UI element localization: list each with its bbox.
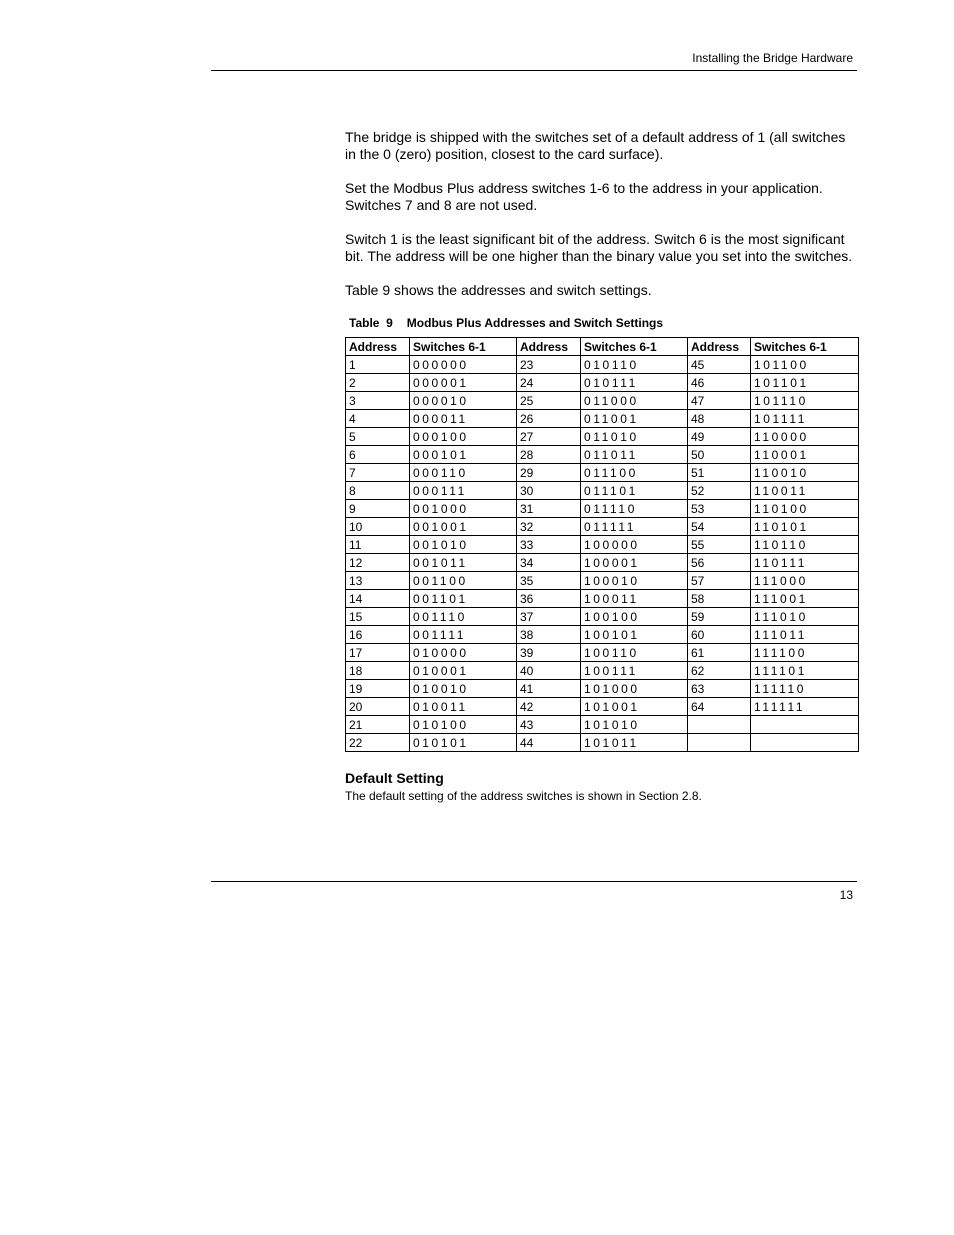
switch-setting-cell: 101010 xyxy=(581,716,688,734)
address-cell: 54 xyxy=(688,518,751,536)
table-caption xyxy=(349,316,860,330)
table-body xyxy=(346,356,859,752)
address-cell: 37 xyxy=(517,608,581,626)
column-header-switches: Switches 6‑1 xyxy=(751,338,859,356)
main-content xyxy=(345,129,860,803)
table-row xyxy=(346,608,859,626)
address-cell: 32 xyxy=(517,518,581,536)
switch-setting-cell: 010110 xyxy=(581,356,688,374)
column-header-address: Address xyxy=(688,338,751,356)
address-cell: 1 xyxy=(346,356,410,374)
address-cell: 34 xyxy=(517,554,581,572)
switch-setting-cell xyxy=(751,734,859,752)
switch-setting-cell: 111000 xyxy=(751,572,859,590)
address-cell: 13 xyxy=(346,572,410,590)
switch-setting-cell: 110011 xyxy=(751,482,859,500)
switch-setting-cell: 000101 xyxy=(410,446,517,464)
address-cell: 45 xyxy=(688,356,751,374)
switch-setting-cell: 101111 xyxy=(751,410,859,428)
address-cell: 56 xyxy=(688,554,751,572)
address-cell: 21 xyxy=(346,716,410,734)
address-cell: 51 xyxy=(688,464,751,482)
table-row xyxy=(346,644,859,662)
address-cell xyxy=(688,734,751,752)
switch-setting-cell: 111100 xyxy=(751,644,859,662)
address-cell: 41 xyxy=(517,680,581,698)
address-cell: 59 xyxy=(688,608,751,626)
header-rule xyxy=(211,70,857,71)
address-cell: 24 xyxy=(517,374,581,392)
address-cell: 17 xyxy=(346,644,410,662)
address-cell: 23 xyxy=(517,356,581,374)
switch-setting-cell: 000110 xyxy=(410,464,517,482)
switch-setting-cell: 010101 xyxy=(410,734,517,752)
address-cell: 60 xyxy=(688,626,751,644)
switch-setting-cell: 000011 xyxy=(410,410,517,428)
column-header-address: Address xyxy=(346,338,410,356)
switch-setting-cell: 001000 xyxy=(410,500,517,518)
address-switch-table xyxy=(345,337,859,752)
paragraph-default-address: The bridge is shipped with the switches set of a default address of 1 (all switches in the 0 (zero) position, closest to the card surface). xyxy=(345,129,846,162)
address-cell: 12 xyxy=(346,554,410,572)
switch-setting-cell: 101101 xyxy=(751,374,859,392)
address-cell: 8 xyxy=(346,482,410,500)
address-cell: 11 xyxy=(346,536,410,554)
column-header-switches: Switches 6‑1 xyxy=(581,338,688,356)
address-cell: 26 xyxy=(517,410,581,428)
switch-setting-cell: 000010 xyxy=(410,392,517,410)
address-cell: 35 xyxy=(517,572,581,590)
switch-setting-cell: 111110 xyxy=(751,680,859,698)
address-cell: 7 xyxy=(346,464,410,482)
switch-setting-cell: 111011 xyxy=(751,626,859,644)
table-row xyxy=(346,410,859,428)
switch-setting-cell: 011101 xyxy=(581,482,688,500)
address-cell: 25 xyxy=(517,392,581,410)
switch-setting-cell: 110010 xyxy=(751,464,859,482)
table-row xyxy=(346,734,859,752)
table-row xyxy=(346,572,859,590)
address-cell: 57 xyxy=(688,572,751,590)
switch-setting-cell: 111111 xyxy=(751,698,859,716)
address-cell: 63 xyxy=(688,680,751,698)
table-row xyxy=(346,392,859,410)
column-header-address: Address xyxy=(517,338,581,356)
section-heading-default-setting: Default Setting xyxy=(345,770,444,786)
switch-setting-cell: 011110 xyxy=(581,500,688,518)
switch-setting-cell: 011000 xyxy=(581,392,688,410)
address-cell: 9 xyxy=(346,500,410,518)
switch-setting-cell: 100110 xyxy=(581,644,688,662)
switch-setting-cell: 100011 xyxy=(581,590,688,608)
address-cell: 31 xyxy=(517,500,581,518)
address-cell: 48 xyxy=(688,410,751,428)
address-cell: 62 xyxy=(688,662,751,680)
switch-setting-cell: 110101 xyxy=(751,518,859,536)
paragraph-set-switches: Set the Modbus Plus address switches 1‑6 to the address in your application. Switches 7 and 8 are not used. xyxy=(345,180,823,213)
switch-setting-cell: 011011 xyxy=(581,446,688,464)
switch-setting-cell: 000100 xyxy=(410,428,517,446)
address-cell: 47 xyxy=(688,392,751,410)
address-cell: 53 xyxy=(688,500,751,518)
switch-setting-cell: 011001 xyxy=(581,410,688,428)
address-cell: 55 xyxy=(688,536,751,554)
address-cell: 43 xyxy=(517,716,581,734)
address-cell: 49 xyxy=(688,428,751,446)
switch-setting-cell: 001101 xyxy=(410,590,517,608)
table-header-row xyxy=(346,338,859,356)
address-cell: 50 xyxy=(688,446,751,464)
switch-setting-cell: 001001 xyxy=(410,518,517,536)
address-cell: 44 xyxy=(517,734,581,752)
switch-setting-cell: 010000 xyxy=(410,644,517,662)
address-cell: 20 xyxy=(346,698,410,716)
address-cell: 3 xyxy=(346,392,410,410)
address-cell: 16 xyxy=(346,626,410,644)
address-cell: 4 xyxy=(346,410,410,428)
table-row xyxy=(346,374,859,392)
address-cell: 18 xyxy=(346,662,410,680)
table-row xyxy=(346,716,859,734)
switch-setting-cell: 100010 xyxy=(581,572,688,590)
paragraph-significant-bit: Switch 1 is the least significant bit of the address. Switch 6 is the most significant bit. The address will be one higher than the binary value you set into the switches. xyxy=(345,231,853,264)
table-row xyxy=(346,464,859,482)
switch-setting-cell: 111010 xyxy=(751,608,859,626)
table-row xyxy=(346,698,859,716)
switch-setting-cell: 110100 xyxy=(751,500,859,518)
table-caption-label: Table 9 xyxy=(349,316,393,330)
address-cell: 40 xyxy=(517,662,581,680)
default-setting-text: The default setting of the address switches is shown in Section 2.8. xyxy=(345,789,702,803)
switch-setting-cell: 001011 xyxy=(410,554,517,572)
switch-setting-cell: 101000 xyxy=(581,680,688,698)
table-row xyxy=(346,590,859,608)
address-cell: 22 xyxy=(346,734,410,752)
table-row xyxy=(346,428,859,446)
switch-setting-cell: 100000 xyxy=(581,536,688,554)
switch-setting-cell: 010111 xyxy=(581,374,688,392)
switch-setting-cell: 101110 xyxy=(751,392,859,410)
address-cell: 30 xyxy=(517,482,581,500)
address-cell: 42 xyxy=(517,698,581,716)
address-cell: 36 xyxy=(517,590,581,608)
address-cell xyxy=(688,716,751,734)
switch-setting-cell: 001111 xyxy=(410,626,517,644)
table-row xyxy=(346,446,859,464)
switch-setting-cell: 110110 xyxy=(751,536,859,554)
switch-setting-cell: 000111 xyxy=(410,482,517,500)
address-cell: 52 xyxy=(688,482,751,500)
switch-setting-cell: 000001 xyxy=(410,374,517,392)
switch-setting-cell: 100101 xyxy=(581,626,688,644)
address-cell: 6 xyxy=(346,446,410,464)
table-row xyxy=(346,500,859,518)
switch-setting-cell: 010100 xyxy=(410,716,517,734)
switch-setting-cell: 111101 xyxy=(751,662,859,680)
switch-setting-cell: 111001 xyxy=(751,590,859,608)
switch-setting-cell: 101001 xyxy=(581,698,688,716)
table-row xyxy=(346,554,859,572)
switch-setting-cell: 001100 xyxy=(410,572,517,590)
switch-setting-cell xyxy=(751,716,859,734)
switch-setting-cell: 001010 xyxy=(410,536,517,554)
address-cell: 14 xyxy=(346,590,410,608)
address-cell: 39 xyxy=(517,644,581,662)
table-row xyxy=(346,482,859,500)
switch-setting-cell: 100001 xyxy=(581,554,688,572)
switch-setting-cell: 100111 xyxy=(581,662,688,680)
address-cell: 2 xyxy=(346,374,410,392)
switch-setting-cell: 110000 xyxy=(751,428,859,446)
switch-setting-cell: 100100 xyxy=(581,608,688,626)
address-cell: 29 xyxy=(517,464,581,482)
switch-setting-cell: 001110 xyxy=(410,608,517,626)
switch-setting-cell: 011100 xyxy=(581,464,688,482)
switch-setting-cell: 110001 xyxy=(751,446,859,464)
paragraph-table-reference: Table 9 shows the addresses and switch settings. xyxy=(345,282,652,298)
address-cell: 5 xyxy=(346,428,410,446)
switch-setting-cell: 101100 xyxy=(751,356,859,374)
table-row xyxy=(346,662,859,680)
table-caption-title: Modbus Plus Addresses and Switch Settings xyxy=(406,316,664,330)
switch-setting-cell: 101011 xyxy=(581,734,688,752)
address-cell: 10 xyxy=(346,518,410,536)
address-cell: 15 xyxy=(346,608,410,626)
page-number: 13 xyxy=(839,888,853,902)
table-row xyxy=(346,680,859,698)
table-row xyxy=(346,518,859,536)
switch-setting-cell: 000000 xyxy=(410,356,517,374)
address-cell: 64 xyxy=(688,698,751,716)
address-cell: 33 xyxy=(517,536,581,554)
address-cell: 46 xyxy=(688,374,751,392)
address-cell: 28 xyxy=(517,446,581,464)
address-cell: 61 xyxy=(688,644,751,662)
address-cell: 38 xyxy=(517,626,581,644)
switch-setting-cell: 010001 xyxy=(410,662,517,680)
address-cell: 58 xyxy=(688,590,751,608)
address-cell: 27 xyxy=(517,428,581,446)
address-cell: 19 xyxy=(346,680,410,698)
running-header: Installing the Bridge Hardware xyxy=(692,51,853,65)
table-row xyxy=(346,536,859,554)
table-row xyxy=(346,626,859,644)
footer-rule xyxy=(211,881,857,882)
column-header-switches: Switches 6‑1 xyxy=(410,338,517,356)
switch-setting-cell: 110111 xyxy=(751,554,859,572)
table-row xyxy=(346,356,859,374)
switch-setting-cell: 011111 xyxy=(581,518,688,536)
switch-setting-cell: 011010 xyxy=(581,428,688,446)
switch-setting-cell: 010011 xyxy=(410,698,517,716)
switch-setting-cell: 010010 xyxy=(410,680,517,698)
